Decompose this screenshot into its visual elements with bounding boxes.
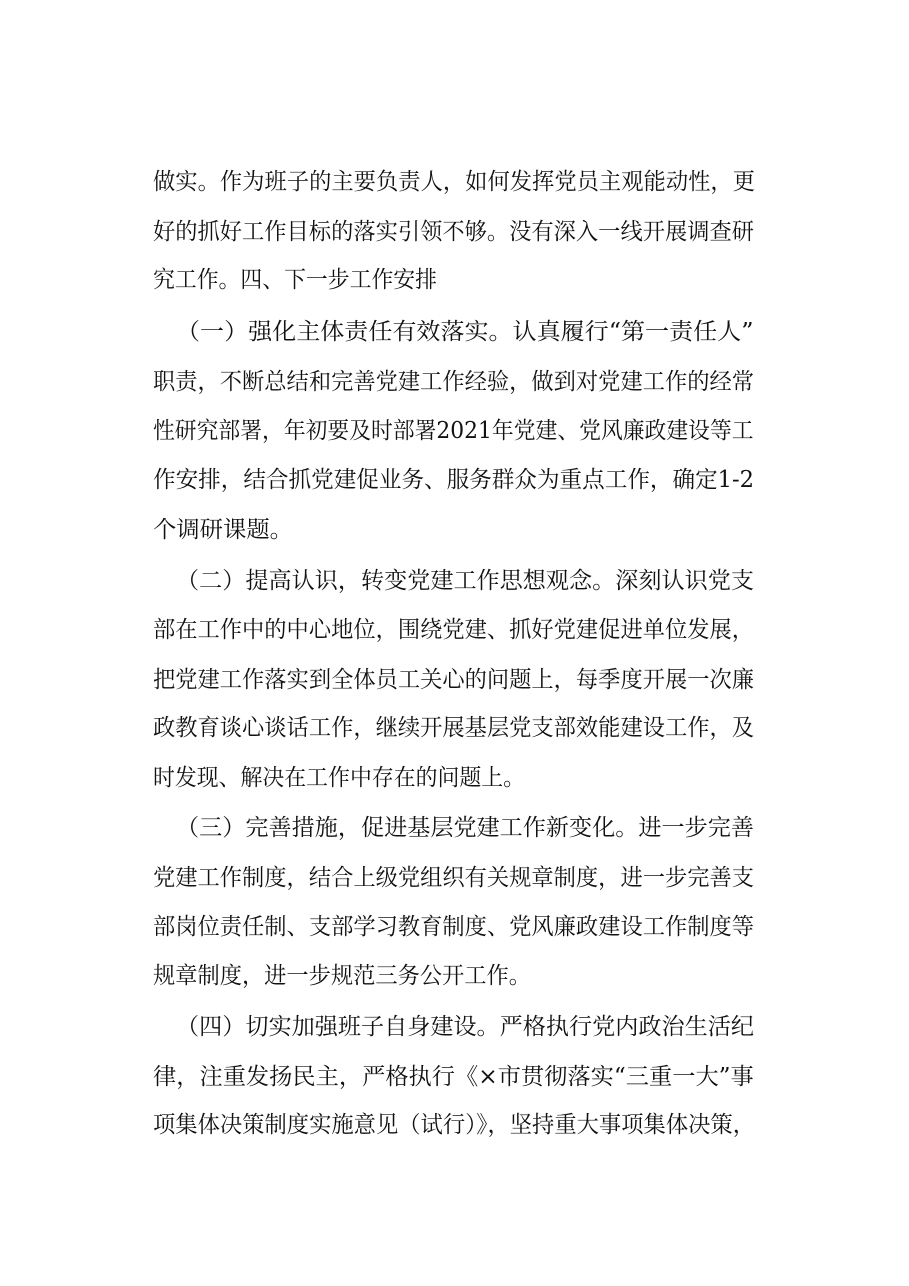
paragraph-line: （四）切实加强班子自身建设。严格执行党内政治生活纪 [176, 1014, 754, 1040]
paragraph-line: 个调研课题。 [153, 517, 293, 543]
paragraph-line: 做实。作为班子的主要负责人，如何发挥党员主观能动性，更 [153, 169, 755, 195]
paragraph-line: （三）完善措施，促进基层党建工作新变化。进一步完善 [176, 815, 754, 841]
paragraph-line: 部岗位责任制、支部学习教育制度、党风廉政建设工作制度等 [153, 914, 754, 940]
paragraph-line: 职责，不断总结和完善党建工作经验，做到对党建工作的经常 [153, 369, 754, 395]
paragraph-line: 党建工作制度，结合上级党组织有关规章制度，进一步完善支 [153, 865, 754, 891]
paragraph-line: 规章制度，进一步规范三务公开工作。 [153, 963, 531, 989]
paragraph-line: 时发现、解决在工作中存在的问题上。 [153, 765, 525, 791]
paragraph-line: 律，注重发扬民主，严格执行《×市贯彻落实“三重一大”事 [153, 1064, 754, 1090]
paragraph-line: 把党建工作落实到全体员工关心的问题上，每季度开展一次廉 [153, 667, 754, 693]
paragraph-line: 性研究部署，年初要及时部署2021年党建、党风廉政建设等工 [153, 418, 754, 444]
paragraph-line: （一）强化主体责任有效落实。认真履行“第一责任人” [176, 319, 754, 345]
paragraph-line: 作安排，结合抓党建促业务、服务群众为重点工作，确定1-2 [153, 467, 755, 493]
paragraph-line: 部在工作中的中心地位，围绕党建、抓好党建促进单位发展， [153, 617, 754, 643]
paragraph-line: （二）提高认识，转变党建工作思想观念。深刻认识党支 [176, 568, 754, 594]
paragraph-line: 政教育谈心谈话工作，继续开展基层党支部效能建设工作，及 [153, 715, 754, 741]
paragraph-line: 好的抓好工作目标的落实引领不够。没有深入一线开展调查研 [153, 219, 754, 245]
paragraph-line: 项集体决策制度实施意见（试行）》，坚持重大事项集体决策， [153, 1112, 755, 1138]
paragraph-line: 究工作。四、下一步工作安排 [153, 267, 437, 293]
